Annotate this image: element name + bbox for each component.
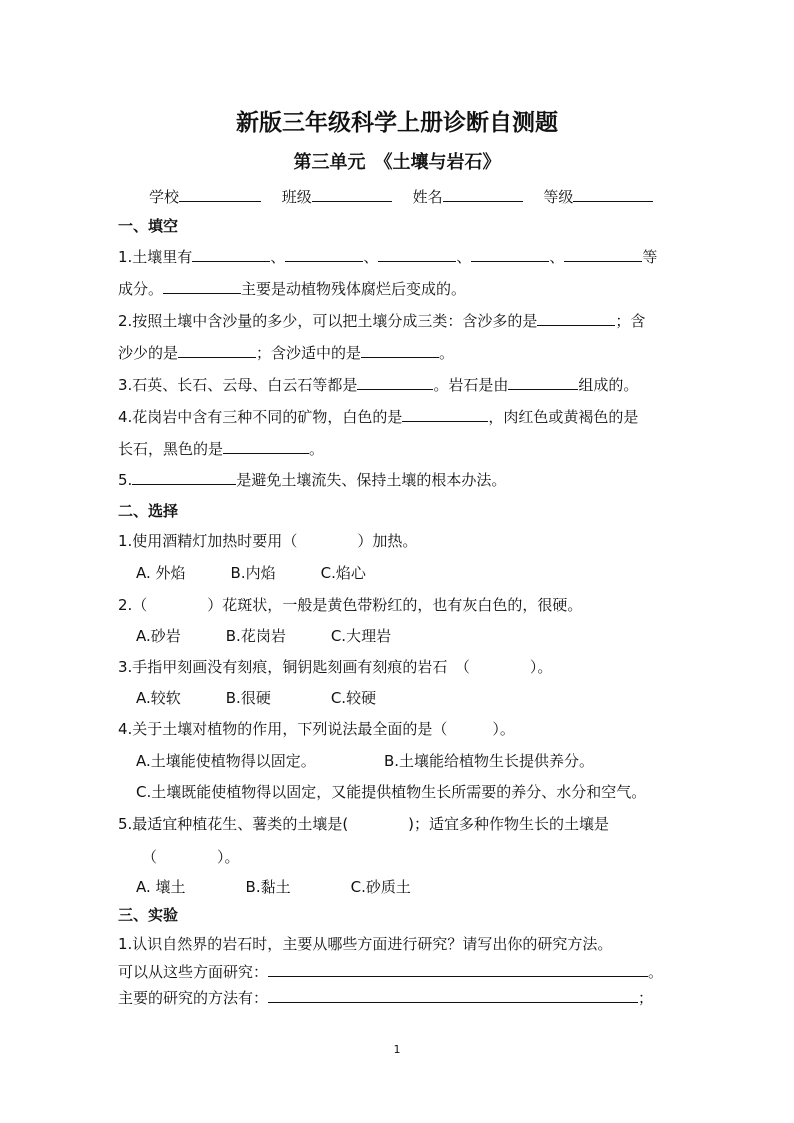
question-fill-2-cont [118, 342, 454, 363]
question-fill-3 [118, 374, 638, 395]
grade-blank[interactable] [573, 187, 653, 202]
separator: 、 [549, 248, 565, 266]
question-choice-1: 1.使用酒精灯加热时要用（ ）加热。 [118, 532, 418, 550]
q1-text: 1.土壤里有 [118, 248, 193, 266]
school-label: 学校 [149, 188, 180, 206]
answer-blank[interactable] [378, 247, 456, 262]
answer-blank[interactable] [285, 247, 363, 262]
answer-blank[interactable] [223, 439, 309, 454]
question-choice-5: 5.最适宜种植花生、薯类的土壤是( )；适宜多种作物生长的土壤是 [118, 815, 610, 833]
q2-text: 2.按照土壤中含沙量的多少，可以把土壤分成三类：含沙多的是 [118, 312, 538, 330]
q4-b: 长石，黑色的是 [118, 440, 224, 458]
answer-blank[interactable] [537, 311, 615, 326]
answer-blank[interactable] [361, 343, 439, 358]
q3-a: 3.石英、长石、云母、白云石等都是 [118, 376, 358, 394]
q3-b: 。岩石是由 [433, 376, 509, 394]
q5-b: 是避免土壤流失、保持土壤的根本办法。 [236, 471, 507, 489]
question-choice-5-cont: （ ）。 [142, 848, 240, 866]
section-heading-experiment: 三、实验 [118, 906, 179, 924]
question-experiment-1: 1.认识自然界的岩石时，主要从哪些方面进行研究？请写出你的研究方法。 [118, 935, 613, 953]
question-fill-5 [118, 469, 506, 490]
q1-end: 等 [642, 248, 658, 266]
question-choice-3-options: A.较软 B.很硬 C.较硬 [136, 689, 377, 707]
question-choice-4: 4.关于土壤对植物的作用，下列说法最全面的是（ ）。 [118, 720, 515, 738]
question-choice-2: 2.（ ）花斑状，一般是黄色带粉红的，也有灰白色的，很硬。 [118, 596, 583, 614]
question-fill-4-cont [118, 438, 324, 459]
answer-blank[interactable] [132, 470, 236, 485]
separator: 、 [270, 248, 286, 266]
answer-blank[interactable] [192, 247, 270, 262]
section-heading-choice: 二、选择 [118, 502, 179, 520]
q1-b-start: 成分。 [118, 280, 164, 298]
name-blank[interactable] [443, 187, 523, 202]
answer-blank[interactable] [357, 375, 433, 390]
section-heading-fill: 一、填空 [118, 217, 179, 235]
page-number: 1 [393, 1043, 401, 1056]
page-title: 新版三年级科学上册诊断自测题 [236, 110, 558, 136]
question-choice-4-option-b: B.土壤能给植物生长提供养分。 [384, 752, 595, 770]
q1-b-end: 主要是动植物残体腐烂后变成的。 [241, 280, 467, 298]
line1-end: 。 [648, 963, 664, 981]
school-blank[interactable] [179, 187, 261, 202]
line1-label: 可以从这些方面研究： [118, 963, 269, 981]
answer-blank[interactable] [564, 247, 642, 262]
q4-a-end: ，肉红色或黄褐色的是 [488, 408, 639, 426]
name-label: 姓名 [412, 188, 443, 206]
q5-a: 5. [118, 471, 133, 489]
question-fill-1 [118, 246, 657, 267]
answer-line[interactable] [268, 988, 638, 1003]
q2-b1: 沙少的是 [118, 344, 179, 362]
question-choice-3: 3.手指甲刻画没有刻痕，铜钥匙刻画有刻痕的岩石 （ ）。 [118, 658, 553, 676]
q4-a: 4.花岗岩中含有三种不同的矿物，白色的是 [118, 408, 403, 426]
q2-b2: ；含沙适中的是 [256, 344, 362, 362]
answer-blank[interactable] [508, 375, 578, 390]
question-choice-4-option-c: C.土壤既能使植物得以固定，又能提供植物生长所需要的养分、水分和空气。 [136, 783, 647, 801]
question-fill-2 [118, 310, 645, 331]
line2-end: ； [638, 989, 654, 1007]
q3-c: 组成的。 [578, 376, 639, 394]
answer-blank[interactable] [163, 279, 241, 294]
separator: 、 [456, 248, 472, 266]
experiment-line-1 [118, 961, 663, 982]
grade-label: 等级 [543, 188, 574, 206]
separator: 、 [363, 248, 379, 266]
answer-blank[interactable] [402, 407, 488, 422]
question-choice-2-options: A.砂岩 B.花岗岩 C.大理岩 [136, 627, 392, 645]
question-choice-4-option-a: A.土壤能使植物得以固定。 [136, 752, 316, 770]
answer-line[interactable] [268, 962, 648, 977]
question-choice-5-options: A. 壤土 B.黏土 C.砂质土 [136, 878, 411, 896]
question-choice-1-options: A. 外焰 B.内焰 C.焰心 [136, 564, 366, 582]
question-fill-4 [118, 406, 638, 427]
q2-text-end: ；含 [615, 312, 646, 330]
line2-label: 主要的研究的方法有： [118, 989, 269, 1007]
class-label: 班级 [281, 188, 312, 206]
answer-blank[interactable] [471, 247, 549, 262]
class-blank[interactable] [312, 187, 392, 202]
page-subtitle: 第三单元 《土壤与岩石》 [293, 152, 501, 173]
experiment-line-2 [118, 987, 653, 1008]
header-fields [149, 186, 653, 207]
answer-blank[interactable] [178, 343, 256, 358]
question-fill-1-cont [118, 278, 466, 299]
q4-b-end: 。 [309, 440, 325, 458]
q2-b3: 。 [439, 344, 455, 362]
